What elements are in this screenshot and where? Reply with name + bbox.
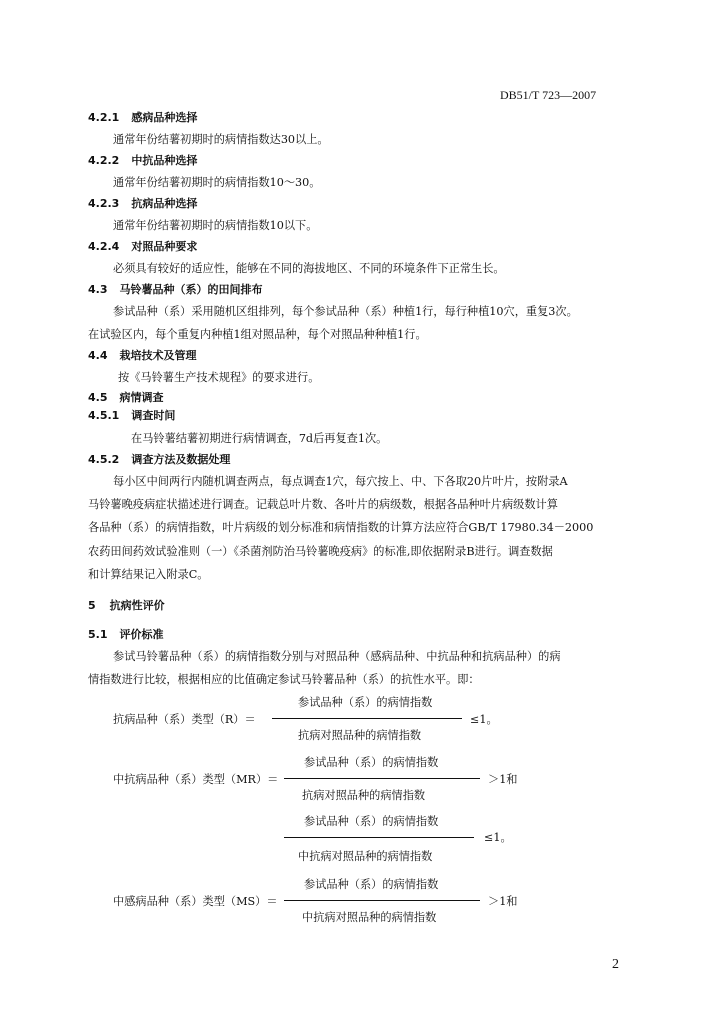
section-number: 4.5.2 <box>88 453 120 466</box>
paragraph: 必须具有较好的适应性，能够在不同的海拔地区、不同的环境条件下正常生长。 <box>113 262 505 275</box>
section-title: 感病品种选择 <box>131 111 198 124</box>
paragraph-line: 各品种（系）的病情指数，叶片病级的划分标准和病情指数的计算方法应符合GB/T 17980.34－2000 <box>88 521 594 534</box>
section-title: 对照品种要求 <box>131 240 198 253</box>
heading-4-5 <box>88 390 164 406</box>
paragraph-line: 参试马铃薯品种（系）的病情指数分别与对照品种（感病品种、中抗品种和抗病品种）的病 <box>113 650 561 663</box>
section-number: 4.2.4 <box>88 240 120 253</box>
heading-4-2-4 <box>88 239 197 255</box>
formula-label: 抗病品种（系）类型（R）＝ <box>113 713 256 726</box>
document-code: DB51/T 723—2007 <box>500 88 597 102</box>
paragraph: 通常年份结薯初期时的病情指数达30以上。 <box>113 133 329 146</box>
section-title: 调查时间 <box>131 409 176 422</box>
formula-numerator: 参试品种（系）的病情指数 <box>304 878 439 891</box>
page-number: 2 <box>612 957 619 972</box>
section-number: 4.5 <box>88 391 108 404</box>
formula-numerator: 参试品种（系）的病情指数 <box>298 696 433 709</box>
paragraph-line: 马铃薯晚疫病症状描述进行调查。记载总叶片数、各叶片的病级数，根据各品种叶片病级数计算 <box>88 498 558 511</box>
paragraph-line: 情指数进行比较，根据相应的比值确定参试马铃薯品种（系）的抗性水平。即： <box>88 673 480 686</box>
section-title: 马铃薯品种（系）的田间排布 <box>119 283 263 296</box>
paragraph-line: 参试品种（系）采用随机区组排列，每个参试品种（系）种植1行，每行种植10穴，重复3次。 <box>113 305 578 318</box>
section-number: 4.3 <box>88 283 108 296</box>
fraction-bar <box>284 837 474 838</box>
section-number: 4.4 <box>88 349 108 362</box>
formula-numerator: 参试品种（系）的病情指数 <box>304 756 439 769</box>
heading-4-5-1 <box>88 408 175 424</box>
fraction-bar <box>284 778 480 779</box>
section-number: 4.2.1 <box>88 111 120 124</box>
formula-denominator: 中抗病对照品种的病情指数 <box>302 911 437 924</box>
section-title: 抗病品种选择 <box>131 197 198 210</box>
formula-denominator: 抗病对照品种的病情指数 <box>302 789 426 802</box>
heading-4-2-2 <box>88 153 197 169</box>
section-title: 中抗品种选择 <box>131 154 198 167</box>
section-title: 调查方法及数据处理 <box>131 453 231 466</box>
fraction-bar <box>284 900 480 901</box>
formula-condition: ≤1。 <box>470 713 498 726</box>
paragraph-line: 每小区中间两行内随机调查两点，每点调查1穴，每穴按上、中、下各取20片叶片，按附录A <box>113 475 568 488</box>
heading-4-5-2 <box>88 452 230 468</box>
section-title: 评价标准 <box>119 628 164 641</box>
formula-denominator: 中抗病对照品种的病情指数 <box>298 850 433 863</box>
formula-condition: ＞1和 <box>488 773 518 786</box>
section-number: 5 <box>88 599 96 612</box>
heading-4-3 <box>88 282 263 298</box>
formula-condition: ＞1和 <box>488 895 518 908</box>
section-number: 4.2.3 <box>88 197 120 210</box>
formula-numerator: 参试品种（系）的病情指数 <box>304 815 439 828</box>
fraction-bar <box>272 718 462 719</box>
section-title: 栽培技术及管理 <box>119 349 197 362</box>
formula-denominator: 抗病对照品种的病情指数 <box>298 729 422 742</box>
paragraph: 按《马铃薯生产技术规程》的要求进行。 <box>118 371 320 384</box>
section-title: 抗病性评价 <box>109 599 165 612</box>
heading-4-2-1 <box>88 110 197 126</box>
formula-label: 中抗病品种（系）类型（MR）＝ <box>113 773 279 786</box>
heading-4-4 <box>88 348 197 364</box>
section-number: 5.1 <box>88 628 108 641</box>
paragraph-line: 和计算结果记入附录C。 <box>88 568 209 581</box>
section-number: 4.2.2 <box>88 154 120 167</box>
heading-5 <box>88 598 165 614</box>
heading-4-2-3 <box>88 196 197 212</box>
section-title: 病情调查 <box>119 391 164 404</box>
paragraph: 通常年份结薯初期时的病情指数10～30。 <box>113 176 321 189</box>
paragraph: 通常年份结薯初期时的病情指数10以下。 <box>113 219 318 232</box>
section-number: 4.5.1 <box>88 409 120 422</box>
paragraph-line: 农药田间药效试验准则（一）《杀菌剂防治马铃薯晚疫病》的标准,即依据附录B进行。调查数据 <box>88 545 553 558</box>
heading-5-1 <box>88 627 164 643</box>
formula-condition: ≤1。 <box>484 831 512 844</box>
paragraph-line: 在试验区内，每个重复内种植1组对照品种，每个对照品种种植1行。 <box>88 328 427 341</box>
paragraph: 在马铃薯结薯初期进行病情调查，7d后再复查1次。 <box>131 432 388 445</box>
formula-label: 中感病品种（系）类型（MS）＝ <box>113 895 278 908</box>
